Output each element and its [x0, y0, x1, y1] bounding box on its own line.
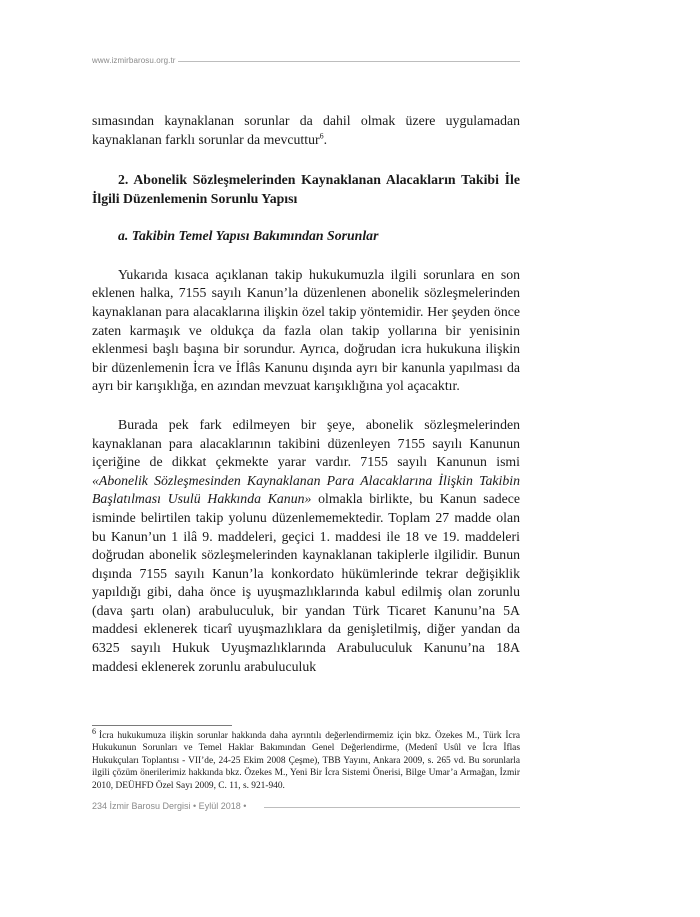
paragraph-2-start: Burada pek fark edilmeyen bir şeye, abonelik sözleşmelerinden kaynaklanan para alacaklarının takibini düzenleyen 7155 sayılı Kanunun içeriğine de dikkat çekmekte yarar vardır. 7155 sayılı Kanunun ismi: [92, 416, 520, 470]
subsection-heading: a. Takibin Temel Yapısı Bakımından Sorunlar: [118, 228, 379, 244]
header-url: www.izmirbarosu.org.tr: [92, 56, 176, 65]
continuation-end: .: [323, 131, 328, 147]
main-text: [92, 112, 520, 676]
footer-rule: [264, 807, 520, 808]
footnote: [92, 726, 520, 792]
header-rule: [178, 61, 520, 62]
page-footer: 234 İzmir Barosu Dergisi • Eylül 2018 •: [92, 801, 247, 811]
continuation-text: sımasından kaynaklanan sorunlar da dahil olmak üzere uygulamadan kaynaklanan farklı sorunlar da mevcuttur: [92, 113, 520, 147]
footnote-text: İcra hukukumuza ilişkin sorunlar hakkında daha ayrıntılı değerlendirmemiz için bkz. Özekes M., Türk İcra Hukukunun Sorunları ve Temel Haklar Bakımından Genel Değerlendirme, (Medenî Usûl ve İcra İflas Hukukçuları Toplantısı - VII’de, 24-25 Ekim 2008 Çeşme), TBB Yayını, Ankara 2009, s. 265 vd. Bu sorunlarla ilgili çözüm önerilerimiz hakkında bkz. Özekes M., Yeni Bir İcra Sistemi Önerisi, Bilge Umar’a Armağan, İzmir 2010, DEÜHFD Özel Sayı 2009, C. 11, s. 921-940.: [92, 731, 520, 791]
footnote-ref: 6: [319, 131, 324, 140]
paragraph-2-end: olmakla birlikte, bu Kanun sadece isminde belirtilen takip yolunu düzenlememektedir. Toplam 27 madde olan bu Kanun’un 1 ilâ 9. maddeleri, geçici 1. maddesi ile 18 ve 19. maddeleri doğrudan abonelik sözleşmelerinden kaynaklanan takiplerle ilgilidir. Bunun dışında 7155 sayılı Kanun’la konkordato hükümlerinde tekrar değişiklik yapıldığı gibi, daha önce iş uyuşmazlıklarında kabul edilmiş olan zorunlu (dava şartı olan) arabuluculuk, bir yandan Türk Ticaret Kanunu’na 5A maddesi eklenerek ticarî uyuşmazlıklara da genişletilmiş, diğer yandan da 6325 sayılı Hukuk Uyuşmazlıklarında Arabuluculuk Kanunu’na 18A maddesi eklenerek zorunlu arabuluculuk: [92, 491, 521, 674]
law-title: «Abonelik Sözleşmesinden Kaynaklanan Para Alacaklarına İlişkin Takibin Başlatılması Usulü Hakkında Kanun»: [92, 472, 520, 507]
footnote-number: 6: [92, 726, 96, 736]
footnote-rule: [92, 725, 232, 726]
paragraph-1: Yukarıda kısaca açıklanan takip hukukumuzla ilgili sorunlara en son eklenen halka, 7155 sayılı Kanun’la düzenlenen abonelik sözleşmelerinden kaynaklanan para alacaklarına ilişkin özel takip yöntemidir. Her şeyden önce zaten karmaşık ve oldukça da fazla olan takip yollarına bir yenisinin eklenmesi başlı başına bir sorundur. Ayrıca, doğrudan icra hukukuna ilişkin bir düzenlemenin İcra ve İflâs Kanunu dışında ayrı bir kanunla yapılması da ayrı bir karışıklığa, en azından mevzuat karışıklığına yol açacaktır.: [92, 266, 520, 394]
section-heading: 2. Abonelik Sözleşmelerinden Kaynaklanan Alacakların Takibi İle İlgili Düzenlemenin Sorunlu Yapısı: [92, 172, 520, 207]
continuation-paragraph: [92, 112, 520, 149]
paragraph-2: [92, 416, 520, 676]
